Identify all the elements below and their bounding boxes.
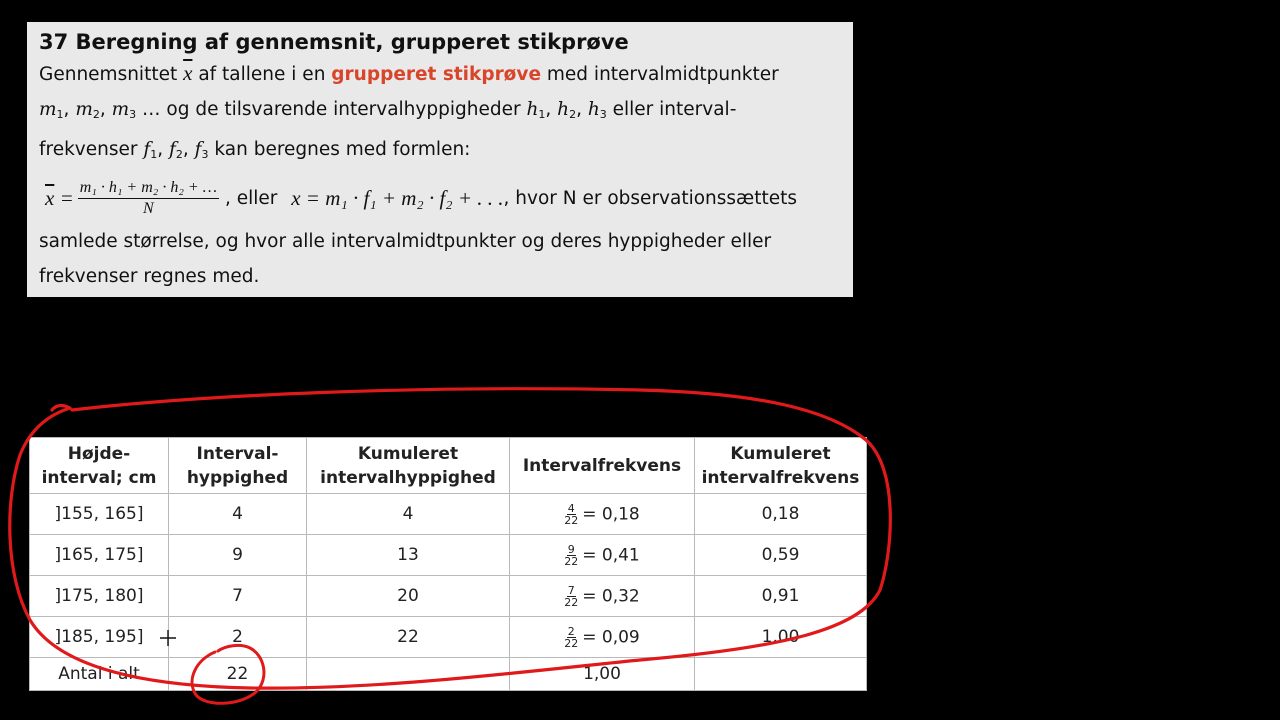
cell-total-kumuleret: [307, 658, 510, 691]
fraction-numerator: 7: [567, 583, 575, 597]
subscript: 2: [92, 108, 100, 121]
paragraph-line-6: frekvenser regnes med.: [39, 266, 260, 287]
cell-frekvens: [510, 494, 695, 535]
fraction: [564, 503, 578, 526]
cell-kumuleret-frekvens: 1,00: [695, 617, 867, 658]
var-f: f: [169, 139, 176, 160]
paragraph-line-5: samlede størrelse, og hvor alle intervalmidtpunkter og deres hyppigheder eller: [39, 231, 772, 252]
cell-hyppighed: 9: [169, 535, 307, 576]
table-row: [30, 535, 867, 576]
equals-sign: =: [54, 185, 74, 210]
header-label: Kumuleret intervalfrekvens: [701, 443, 860, 488]
text-segment: frekvenser: [39, 139, 144, 160]
text-segment: … og de tilsvarende intervalhyppigheder: [136, 99, 527, 120]
fraction: [564, 585, 578, 608]
fraction-numerator: 4: [567, 501, 575, 515]
fraction: [564, 626, 578, 649]
fraction-numerator: 2: [567, 624, 575, 638]
cell-frekvens: [510, 535, 695, 576]
fraction-denominator: 22: [564, 595, 579, 609]
cell-interval: ]175, 180]: [30, 576, 169, 617]
header-kumuleret-intervalhyppighed: [307, 438, 510, 494]
var-f: f: [143, 139, 151, 160]
table-header-row: [30, 438, 867, 494]
header-label: Intervalfrekvens: [522, 455, 682, 476]
table-row: [30, 576, 867, 617]
cell-kumuleret-frekvens: 0,18: [695, 494, 867, 535]
frekvens-value: = 0,09: [582, 627, 640, 647]
text-segment: med intervalmidtpunkter: [541, 64, 779, 85]
table-row: [30, 494, 867, 535]
frekvens-value: = 0,32: [582, 586, 640, 606]
subscript: 1: [538, 108, 546, 121]
fraction-denominator: 22: [564, 636, 579, 650]
cell-frekvens: [510, 617, 695, 658]
cell-kumuleret-frekvens: 0,59: [695, 535, 867, 576]
cell-kumuleret-frekvens: 0,91: [695, 576, 867, 617]
cell-total-label: Antal i alt: [30, 658, 169, 691]
cell-interval: ]185, 195]: [30, 617, 169, 658]
cell-kumuleret-hyppighed: 22: [307, 617, 510, 658]
cell-kumuleret-hyppighed: 20: [307, 576, 510, 617]
frequency-table-wrapper: [29, 437, 866, 691]
subscript: 3: [599, 108, 607, 121]
mean-formula: [39, 172, 841, 224]
header-label: Højde- interval; cm: [41, 443, 157, 488]
cell-kumuleret-hyppighed: 13: [307, 535, 510, 576]
cell-total-frekvens: 1,00: [510, 658, 695, 691]
text-segment: , hvor N er observationssættets: [503, 187, 797, 209]
fraction-numerator: 9: [567, 542, 575, 556]
table-total-row: [30, 658, 867, 691]
cell-hyppighed: 4: [169, 494, 307, 535]
subscript: 1: [56, 108, 64, 121]
header-label: Interval- hyppighed: [186, 443, 289, 488]
cell-kumuleret-hyppighed: 4: [307, 494, 510, 535]
subscript: 3: [129, 108, 137, 121]
paragraph-line-3: frekvenser $f_1$, $f_2$, $f_3$ kan beregnes med formlen:: [39, 139, 471, 161]
var-h: h: [557, 99, 570, 120]
text-segment: Gennemsnittet: [39, 64, 184, 85]
cell-hyppighed: 2: [169, 617, 307, 658]
var-h: h: [526, 99, 539, 120]
text-segment: af tallene i en: [192, 64, 332, 85]
text-segment: kan beregnes med formlen:: [208, 139, 471, 160]
text-segment: eller interval-: [606, 99, 737, 120]
header-label: Kumuleret intervalhyppighed: [320, 443, 496, 488]
cell-total-hyppighed: 22: [169, 658, 307, 691]
cell-hyppighed: 7: [169, 576, 307, 617]
frekvens-value: = 0,41: [582, 545, 640, 565]
table-row: [30, 617, 867, 658]
text-segment: , eller: [224, 187, 284, 209]
frequency-table: [29, 437, 867, 691]
var-f: f: [194, 139, 202, 160]
x-bar-symbol: $\overline{x}$: [183, 61, 193, 85]
var-m: m: [75, 99, 93, 120]
fraction-denominator: 22: [564, 513, 579, 527]
highlight-term: grupperet stikprøve: [331, 64, 542, 85]
header-intervalfrekvens: [510, 438, 695, 494]
cell-frekvens: [510, 576, 695, 617]
subscript: 2: [569, 108, 577, 121]
x-bar-symbol: $\overline{x}$: [45, 185, 55, 210]
var-m: m: [39, 99, 57, 120]
card-title: 37 Beregning af gennemsnit, grupperet stikprøve: [39, 30, 629, 54]
definition-card: [27, 22, 853, 297]
header-intervalhyppighed: [169, 438, 307, 494]
var-m: m: [111, 99, 130, 120]
cell-interval: ]155, 165]: [30, 494, 169, 535]
formula-numerator: m₁ · h₁ + m₂ · h₂ + …: [78, 179, 219, 199]
cell-interval: ]165, 175]: [30, 535, 169, 576]
subscript: 2: [175, 148, 183, 161]
header-hoejde-interval: [30, 438, 169, 494]
frekvens-value: = 0,18: [582, 504, 640, 524]
formula-frequency-version: x = m₁ · f₁ + m₂ · f₂ + . . .: [291, 185, 504, 210]
cell-total-kumuleret-frekvens: [695, 658, 867, 691]
subscript: 3: [201, 148, 209, 161]
subscript: 1: [150, 148, 158, 161]
paragraph-line-1: [39, 56, 841, 92]
fraction-denominator: 22: [564, 554, 579, 568]
fraction: [564, 544, 578, 567]
header-kumuleret-intervalfrekvens: [695, 438, 867, 494]
paragraph-line-2: $m_1$, $m_2$, $m_3$ … og de tilsvarende intervalhyppigheder $h_1$, $h_2$, $h_3$ eller interval-: [39, 99, 737, 121]
formula-fraction: [78, 179, 219, 218]
formula-denominator: N: [143, 199, 154, 217]
var-h: h: [587, 99, 600, 120]
